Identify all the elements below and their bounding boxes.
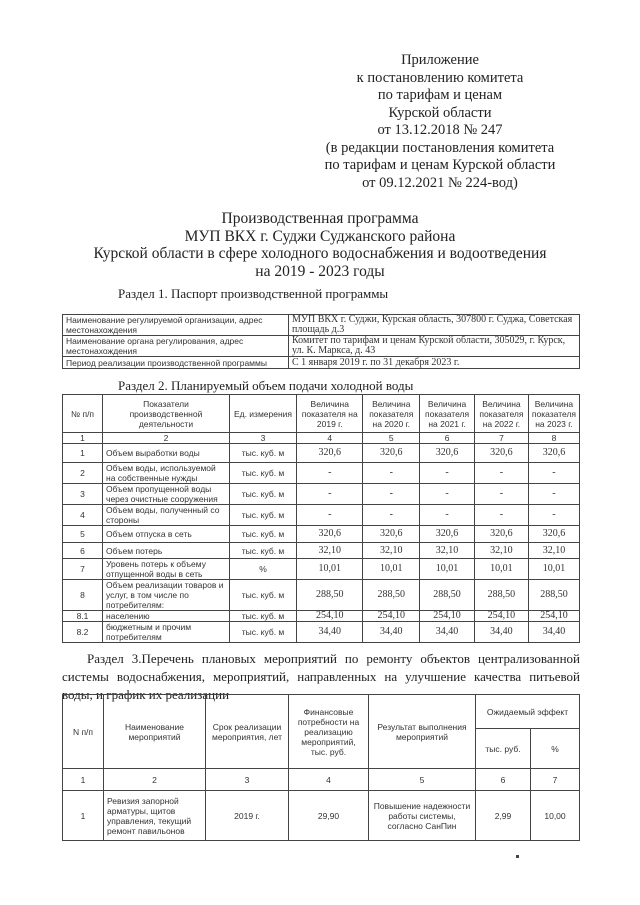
table-row: [63, 463, 580, 484]
cell: тыс. куб. м: [229, 444, 296, 463]
header-cell: N п/п: [63, 695, 104, 769]
table-row: [63, 484, 580, 505]
cell: 288,50: [474, 580, 528, 611]
header-cell: Величина показателя на 2019 г.: [297, 395, 363, 433]
scan-speck: [516, 855, 519, 858]
cell: 320,6: [528, 526, 579, 543]
header-cell: Срок реализации мероприятия, лет: [206, 695, 289, 769]
cell: 32,10: [420, 543, 475, 559]
header-cell: Величина показателя на 2021 г.: [420, 395, 475, 433]
cell: -: [474, 484, 528, 505]
cell: 254,10: [363, 611, 420, 622]
cell: 3: [63, 484, 103, 505]
header-cell: Наименование мероприятий: [104, 695, 206, 769]
cell: бюджетным и прочим потребителям: [103, 622, 230, 643]
appendix-line: (в редакции постановления комитета: [325, 139, 555, 156]
water-supply-table: [62, 394, 580, 643]
cell: Объем пропущенной воды через очистные сооружения: [103, 484, 230, 505]
cell: 2: [104, 769, 206, 791]
cell: тыс. куб. м: [229, 505, 296, 526]
header-cell: Ед. измерения: [229, 395, 296, 433]
cell: Наименование регулируемой организации, адрес местонахождения: [63, 315, 289, 336]
cell: 254,10: [297, 611, 363, 622]
cell: 32,10: [297, 543, 363, 559]
document-title: [60, 210, 580, 280]
cell: 2: [103, 433, 230, 444]
cell: 320,6: [297, 526, 363, 543]
cell: -: [297, 505, 363, 526]
cell: 320,6: [363, 444, 420, 463]
header-cell: тыс. руб.: [476, 729, 531, 769]
cell: 7: [531, 769, 580, 791]
appendix-line: от 09.12.2021 № 224-вод): [362, 174, 518, 191]
appendix-line: от 13.12.2018 № 247: [377, 122, 503, 138]
cell: -: [528, 463, 579, 484]
cell: тыс. куб. м: [229, 622, 296, 643]
table-row: [63, 444, 580, 463]
header-cell: Финансовые потребности на реализацию мероприятий, тыс. руб.: [289, 695, 369, 769]
cell: 6: [63, 543, 103, 559]
table-row: [63, 611, 580, 622]
cell: Объем отпуска в сеть: [103, 526, 230, 543]
cell: тыс. куб. м: [229, 611, 296, 622]
cell: 320,6: [297, 444, 363, 463]
cell: 1: [63, 791, 104, 841]
title-line: МУП ВКХ г. Суджи Суджанского района: [184, 227, 456, 245]
cell: Объем реализации товаров и услуг, в том числе по потребителям:: [103, 580, 230, 611]
cell: Объем воды, полученный со стороны: [103, 505, 230, 526]
cell: 10,01: [297, 559, 363, 580]
cell: %: [229, 559, 296, 580]
table-row: [63, 580, 580, 611]
header-cell: Показатели производственной деятельности: [103, 395, 230, 433]
cell: 34,40: [363, 622, 420, 643]
cell: Повышение надежности работы системы, согласно СанПин: [369, 791, 476, 841]
header-cell: Величина показателя на 2023 г.: [528, 395, 579, 433]
cell: -: [528, 484, 579, 505]
cell: 10,01: [420, 559, 475, 580]
cell: 8: [63, 580, 103, 611]
cell: 3: [229, 433, 296, 444]
cell: Ревизия запорной арматуры, щитов управления, текущий ремонт павильонов: [104, 791, 206, 841]
cell: 5: [63, 526, 103, 543]
cell: 10,01: [363, 559, 420, 580]
cell: Комитет по тарифам и ценам Курской области, 305029, г. Курск, ул. К. Маркса, д. 43: [289, 336, 580, 357]
table-row: [63, 791, 580, 841]
cell: тыс. куб. м: [229, 526, 296, 543]
title-line: на 2019 - 2023 годы: [255, 262, 385, 280]
header-cell: № п/п: [63, 395, 103, 433]
cell: -: [297, 484, 363, 505]
cell: 4: [289, 769, 369, 791]
appendix-line: к постановлению комитета: [356, 69, 524, 86]
cell: Наименование органа регулирования, адрес местонахождения: [63, 336, 289, 357]
measures-table: [62, 694, 580, 841]
cell: 320,6: [420, 444, 475, 463]
header-cell: Величина показателя на 2022 г.: [474, 395, 528, 433]
header-cell: Результат выполнения мероприятий: [369, 695, 476, 769]
cell: 288,50: [363, 580, 420, 611]
cell: 34,40: [474, 622, 528, 643]
cell: 254,10: [420, 611, 475, 622]
cell: 288,50: [420, 580, 475, 611]
table-row: [63, 543, 580, 559]
table-row: [63, 505, 580, 526]
cell: -: [297, 463, 363, 484]
title-line: Курской области в сфере холодного водоснабжения и водоотведения: [93, 245, 547, 262]
cell: 288,50: [297, 580, 363, 611]
cell: 29,90: [289, 791, 369, 841]
cell: Уровень потерь к объему отпущенной воды в сеть: [103, 559, 230, 580]
cell: Период реализации производственной программы: [63, 357, 289, 369]
cell: 4: [297, 433, 363, 444]
cell: 6: [476, 769, 531, 791]
cell: тыс. куб. м: [229, 484, 296, 505]
header-cell: Ожидаемый эффект: [476, 695, 580, 729]
cell: тыс. куб. м: [229, 463, 296, 484]
cell: Объем выработки воды: [103, 444, 230, 463]
cell: 320,6: [420, 526, 475, 543]
cell: 32,10: [474, 543, 528, 559]
cell: 2019 г.: [206, 791, 289, 841]
cell: 1: [63, 769, 104, 791]
cell: -: [528, 505, 579, 526]
cell: 4: [63, 505, 103, 526]
cell: -: [363, 505, 420, 526]
cell: тыс. куб. м: [229, 543, 296, 559]
cell: -: [474, 463, 528, 484]
cell: 8: [528, 433, 579, 444]
cell: 6: [420, 433, 475, 444]
cell: тыс. куб. м: [229, 580, 296, 611]
appendix-line: Курской области: [388, 104, 492, 121]
cell: -: [420, 505, 475, 526]
cell: 10,01: [474, 559, 528, 580]
cell: 34,40: [420, 622, 475, 643]
appendix-line: по тарифам и ценам Курской области: [324, 157, 556, 173]
cell: -: [363, 463, 420, 484]
cell: -: [474, 505, 528, 526]
section3-heading: Раздел 3.Перечень плановых мероприятий по ремонту объектов централизованной системы водоснабжения, мероприятий, направленных на улучшение качества питьевой воды, и график их реализации: [62, 651, 580, 702]
cell: С 1 января 2019 г. по 31 декабря 2023 г.: [289, 357, 580, 369]
cell: Объем воды, используемой на собственные нужды: [103, 463, 230, 484]
cell: 320,6: [474, 526, 528, 543]
header-row: [63, 395, 580, 433]
cell: 7: [63, 559, 103, 580]
cell: Объем потерь: [103, 543, 230, 559]
cell: населению: [103, 611, 230, 622]
table-row: [63, 622, 580, 643]
cell: 34,40: [297, 622, 363, 643]
title-line: Производственная программа: [221, 210, 419, 227]
cell: 8.2: [63, 622, 103, 643]
cell: 320,6: [363, 526, 420, 543]
cell: 3: [206, 769, 289, 791]
section2-heading: Раздел 2. Планируемый объем подачи холодной воды: [118, 378, 414, 393]
cell: 320,6: [474, 444, 528, 463]
cell: 254,10: [528, 611, 579, 622]
cell: 34,40: [528, 622, 579, 643]
cell: 320,6: [528, 444, 579, 463]
cell: 5: [369, 769, 476, 791]
appendix-line: по тарифам и ценам: [377, 87, 503, 103]
cell: 8.1: [63, 611, 103, 622]
cell: 7: [474, 433, 528, 444]
cell: 5: [363, 433, 420, 444]
cell: 288,50: [528, 580, 579, 611]
section1-heading: Раздел 1. Паспорт производственной программы: [118, 286, 389, 301]
cell: -: [420, 463, 475, 484]
cell: 1: [63, 433, 103, 444]
appendix-line: Приложение: [401, 52, 479, 68]
table-row: [63, 559, 580, 580]
passport-table: [62, 314, 580, 369]
cell: 32,10: [528, 543, 579, 559]
cell: -: [420, 484, 475, 505]
cell: МУП ВКХ г. Суджи, Курская область, 307800 г. Суджа, Советская площадь д.3: [289, 315, 580, 336]
cell: -: [363, 484, 420, 505]
header-cell: Величина показателя на 2020 г.: [363, 395, 420, 433]
appendix-header: [300, 52, 580, 192]
cell: 32,10: [363, 543, 420, 559]
table-row: [63, 526, 580, 543]
cell: 2: [63, 463, 103, 484]
cell: 254,10: [474, 611, 528, 622]
header-cell: %: [531, 729, 580, 769]
cell: 10,00: [531, 791, 580, 841]
cell: 1: [63, 444, 103, 463]
index-row: [63, 433, 580, 444]
cell: 10,01: [528, 559, 579, 580]
cell: 2,99: [476, 791, 531, 841]
